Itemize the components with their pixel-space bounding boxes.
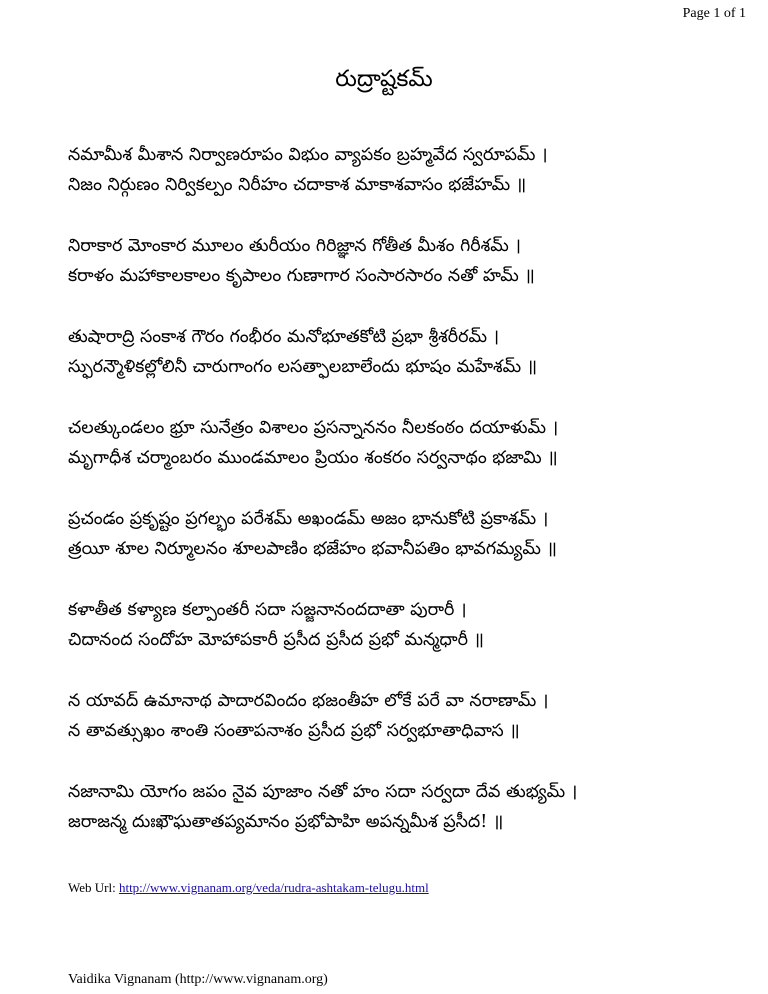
document-title: రుద్రాష్టకమ్	[335, 66, 433, 92]
verse-line: కళాతీత కళ్యాణ కల్పాంతరీ సదా సజ్జనానందదాతా పురారీ ।	[68, 600, 467, 620]
verse-4	[68, 413, 758, 473]
web-url-link[interactable]: http://www.vignanam.org/veda/rudra-ashtakam-telugu.html	[118, 880, 429, 895]
verse-7	[68, 686, 758, 746]
verse-line: తుషారాద్రి సంకాశ గౌరం గంభీరం మనోభూతకోటి ప్రభా శ్రీశరీరమ్ ।	[68, 327, 500, 347]
verse-line: నిరాకార మోంకార మూలం తురీయం గిరిజ్ఞాన గోతీత మీశం గిరీశమ్ ।	[68, 236, 522, 256]
verse-line: కరాళం మహాకాలకాలం కృపాలం గుణాగార సంసారసారం నతో హమ్ ॥	[68, 266, 535, 286]
verse-line: చిదానంద సందోహ మోహాపకారీ ప్రసీద ప్రసీద ప్రభో మన్మధారీ ॥	[68, 630, 484, 650]
verse-line: త్రయీ శూల నిర్మూలనం శూలపాణిం భజేహం భవానీపతిం భావగమ్యమ్ ॥	[68, 539, 557, 559]
verse-line: నమామీశ మీశాన నిర్వాణరూపం విభుం వ్యాపకం బ్రహ్మవేద స్వరూపమ్ ।	[68, 145, 548, 165]
web-url-label: Web Url:	[68, 880, 116, 895]
verse-line: నజానామి యోగం జపం నైవ పూజాం నతో హం సదా సర్వదా దేవ తుభ్యమ్ ।	[68, 782, 578, 802]
verse-3	[68, 322, 758, 382]
verse-line: న తావత్సుఖం శాంతి సంతాపనాశం ప్రసీద ప్రభో సర్వభూతాధివాస ॥	[68, 721, 520, 741]
verse-line: నిజం నిర్గుణం నిర్వికల్పం నిరీహం చదాకాశ మాకాశవాసం భజేహమ్ ॥	[68, 175, 527, 195]
footer-text: Vaidika Vignanam (http://www.vignanam.org)	[68, 972, 328, 987]
verse-line: ప్రచండం ప్రకృష్టం ప్రగల్భం పరేశమ్ అఖండమ్ అజం భానుకోటి ప్రకాశమ్ ।	[68, 509, 549, 529]
verse-line: స్ఫురన్మౌళికల్లోలినీ చారుగాంగం లసత్ఫాలబాలేందు భూషం మహేశమ్ ॥	[68, 357, 538, 377]
verse-8	[68, 777, 758, 837]
verse-line: మృగాధీశ చర్మాంబరం ముండమాలం ప్రియం శంకరం సర్వనాథం భజామి ॥	[68, 448, 558, 468]
verse-1	[68, 140, 758, 200]
web-url	[68, 880, 429, 896]
verses-container	[68, 140, 758, 868]
verse-line: జరాజన్మ దుఃఖౌఘతాతప్యమానం ప్రభోపాహి అపన్నమీశ ప్రసీద! ॥	[68, 812, 504, 832]
verse-2	[68, 231, 758, 291]
verse-6	[68, 595, 758, 655]
page-number: Page 1 of 1	[682, 6, 746, 21]
verse-line: చలత్కుండలం భ్రూ సునేత్రం విశాలం ప్రసన్నాననం నీలకంఠం దయాళుమ్ ।	[68, 418, 559, 438]
verse-line: న యావద్ ఉమానాథ పాదారవిందం భజంతీహ లోకే పరే వా నరాణామ్ ।	[68, 691, 549, 711]
verse-5	[68, 504, 758, 564]
